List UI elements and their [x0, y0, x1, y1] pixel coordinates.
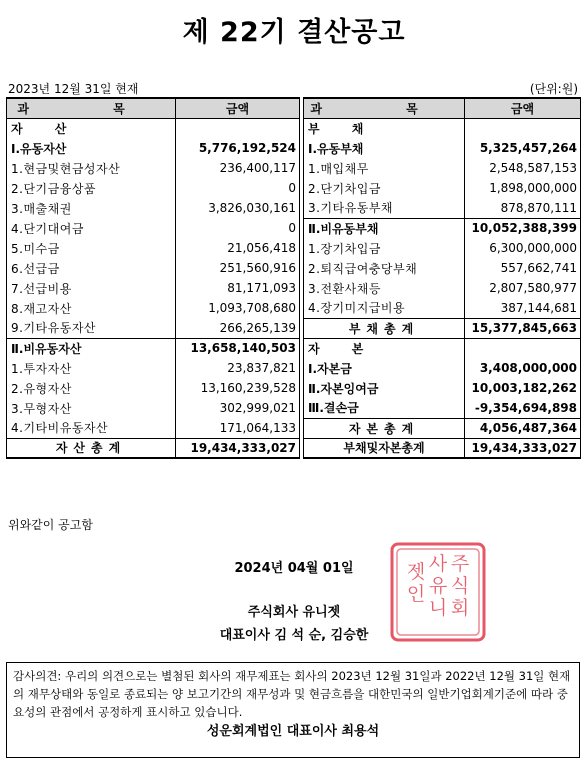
asset-item-amount: 1,093,708,680: [176, 298, 300, 318]
asset-item-amount: 251,560,916: [176, 258, 300, 278]
table-row: [7, 318, 581, 338]
table-row: [7, 218, 581, 238]
liability-item-label: 4.장기미지급비용: [304, 298, 465, 318]
asset-item-label: 2.유형자산: [7, 378, 176, 398]
table-row: [7, 138, 581, 158]
audit-opinion-box: [6, 662, 580, 758]
table-row: [7, 298, 581, 318]
asset-item-amount: 236,400,117: [176, 158, 300, 178]
representative-name: 대표이사 김 석 순, 김승한: [219, 628, 369, 643]
liability-item-label: 1.장기차입금: [304, 238, 465, 258]
table-row: [7, 238, 581, 258]
liability-item-amount: 557,662,741: [465, 258, 581, 278]
table-row: [7, 258, 581, 278]
section-liabilities: 부 채: [304, 118, 465, 138]
table-total-row: [7, 438, 581, 458]
asset-item-amount: 21,056,418: [176, 238, 300, 258]
seal-character: 식: [450, 575, 470, 597]
equity-item-amount: 3,408,000,000: [465, 358, 581, 378]
liability-item-amount: 1,898,000,000: [465, 178, 581, 198]
table-row: [7, 398, 581, 418]
asset-item-label: 4.단기대여금: [7, 218, 176, 238]
liability-item-amount: 2,548,587,153: [465, 158, 581, 178]
liability-item-label: 1.매입채무: [304, 158, 465, 178]
seal-character: 니: [428, 597, 448, 619]
seal-character: 주: [450, 553, 470, 575]
section-equity: 자 본: [304, 338, 465, 358]
table-row: [7, 178, 581, 198]
company-seal-stamp: [388, 540, 488, 644]
liabilities-total-amount: 15,377,845,663: [465, 318, 581, 338]
asset-item-amount: 171,064,133: [176, 418, 300, 438]
current-liabilities-label: Ⅰ.유동부채: [304, 138, 465, 158]
table-row: [7, 358, 581, 378]
noncurrent-liabilities-amount: 10,052,388,399: [465, 218, 581, 238]
asset-item-amount: 0: [176, 218, 300, 238]
asset-item-label: 1.현금및현금성자산: [7, 158, 176, 178]
header-amount-right: 금액: [465, 98, 581, 118]
asset-item-label: 5.미수금: [7, 238, 176, 258]
table-row: [7, 198, 581, 218]
asset-item-amount: 0: [176, 178, 300, 198]
grand-total-amount: 19,434,333,027: [465, 438, 581, 458]
table-row: [7, 378, 581, 398]
equity-item-amount: 10,003,182,262: [465, 378, 581, 398]
page-title: 제 22기 결산공고: [182, 17, 406, 48]
noncurrent-assets-amount: 13,658,140,503: [176, 338, 300, 358]
asset-item-amount: 302,999,021: [176, 398, 300, 418]
audit-opinion-text: 감사의견: 우리의 의견으로는 별첨된 회사의 재무제표는 회사의 2023년 12월 31일과 2022년 12월 31일 현재의 재무상태와 동일로 종료되는 양 보고기간의 재무성과 및 현금흐름을 대한민국의 일반기업회계기준에 따라 중요성의 관점에서 공정하게 표시하고 있습니다.: [13, 669, 571, 719]
seal-character: 유: [428, 575, 448, 597]
seal-character: 인: [406, 583, 426, 605]
liabilities-total-label: 부채총계: [304, 318, 465, 338]
liability-item-amount: 387,144,681: [465, 298, 581, 318]
table-row: [7, 158, 581, 178]
grand-total-label: 부채및자본총계: [304, 438, 465, 458]
seal-character: 회: [450, 597, 470, 619]
balance-sheet-table: [6, 97, 581, 459]
company-name: 주식회사 유니젯: [247, 605, 341, 620]
asset-item-label: 8.재고자산: [7, 298, 176, 318]
current-liabilities-amount: 5,325,457,264: [465, 138, 581, 158]
asset-item-label: 3.무형자산: [7, 398, 176, 418]
liability-item-amount: 6,300,000,000: [465, 238, 581, 258]
table-header-row: [7, 98, 581, 118]
noncurrent-liabilities-label: Ⅱ.비유동부채: [304, 218, 465, 238]
equity-total-label: 자본총계: [304, 418, 465, 438]
equity-item-label: Ⅰ.자본금: [304, 358, 465, 378]
seal-character: 젯: [406, 561, 426, 583]
auditor-signature: 성운회계법인 대표이사 최용석: [206, 724, 380, 739]
liability-item-amount: 2,807,580,977: [465, 278, 581, 298]
header-amount-left: 금액: [176, 98, 300, 118]
asset-item-label: 7.선급비용: [7, 278, 176, 298]
asset-item-label: 4.기타비유동자산: [7, 418, 176, 438]
equity-total-amount: 4,056,487,364: [465, 418, 581, 438]
liability-item-amount: 878,870,111: [465, 198, 581, 218]
current-assets-amount: 5,776,192,524: [176, 138, 300, 158]
assets-total-amount: 19,434,333,027: [176, 438, 300, 458]
declaration-text: 위와같이 공고함: [8, 518, 93, 532]
asset-item-label: 2.단기금융상품: [7, 178, 176, 198]
unit-label: (단위:원): [529, 82, 578, 96]
equity-item-label: Ⅱ.자본잉여금: [304, 378, 465, 398]
asset-item-amount: 266,265,139: [176, 318, 300, 338]
liability-item-label: 3.기타유동부채: [304, 198, 465, 218]
asset-item-amount: 3,826,030,161: [176, 198, 300, 218]
section-assets: 자 산: [7, 118, 176, 138]
table-row: [7, 418, 581, 438]
asset-item-label: 3.매출채권: [7, 198, 176, 218]
asset-item-label: 6.선급금: [7, 258, 176, 278]
current-assets-label: Ⅰ.유동자산: [7, 138, 176, 158]
asset-item-amount: 81,171,093: [176, 278, 300, 298]
seal-character: 사: [428, 553, 448, 575]
assets-total-label: 자산총계: [7, 438, 176, 458]
noncurrent-assets-label: Ⅱ.비유동자산: [7, 338, 176, 358]
table-row: [7, 278, 581, 298]
liability-item-label: 2.단기차입금: [304, 178, 465, 198]
liability-item-label: 3.전환사채등: [304, 278, 465, 298]
liability-item-label: 2.퇴직급여충당부채: [304, 258, 465, 278]
equity-item-label: Ⅲ.결손금: [304, 398, 465, 418]
as-of-date: 2023년 12월 31일 현재: [8, 82, 139, 96]
asset-item-amount: 23,837,821: [176, 358, 300, 378]
equity-item-amount: -9,354,694,898: [465, 398, 581, 418]
table-row: [7, 118, 581, 138]
asset-item-label: 9.기타유동자산: [7, 318, 176, 338]
asset-item-label: 1.투자자산: [7, 358, 176, 378]
header-account-left: 과 목: [7, 98, 176, 118]
asset-item-amount: 13,160,239,528: [176, 378, 300, 398]
table-row: [7, 338, 581, 358]
header-account-right: 과 목: [304, 98, 465, 118]
announce-date: 2024년 04월 01일: [234, 561, 354, 576]
